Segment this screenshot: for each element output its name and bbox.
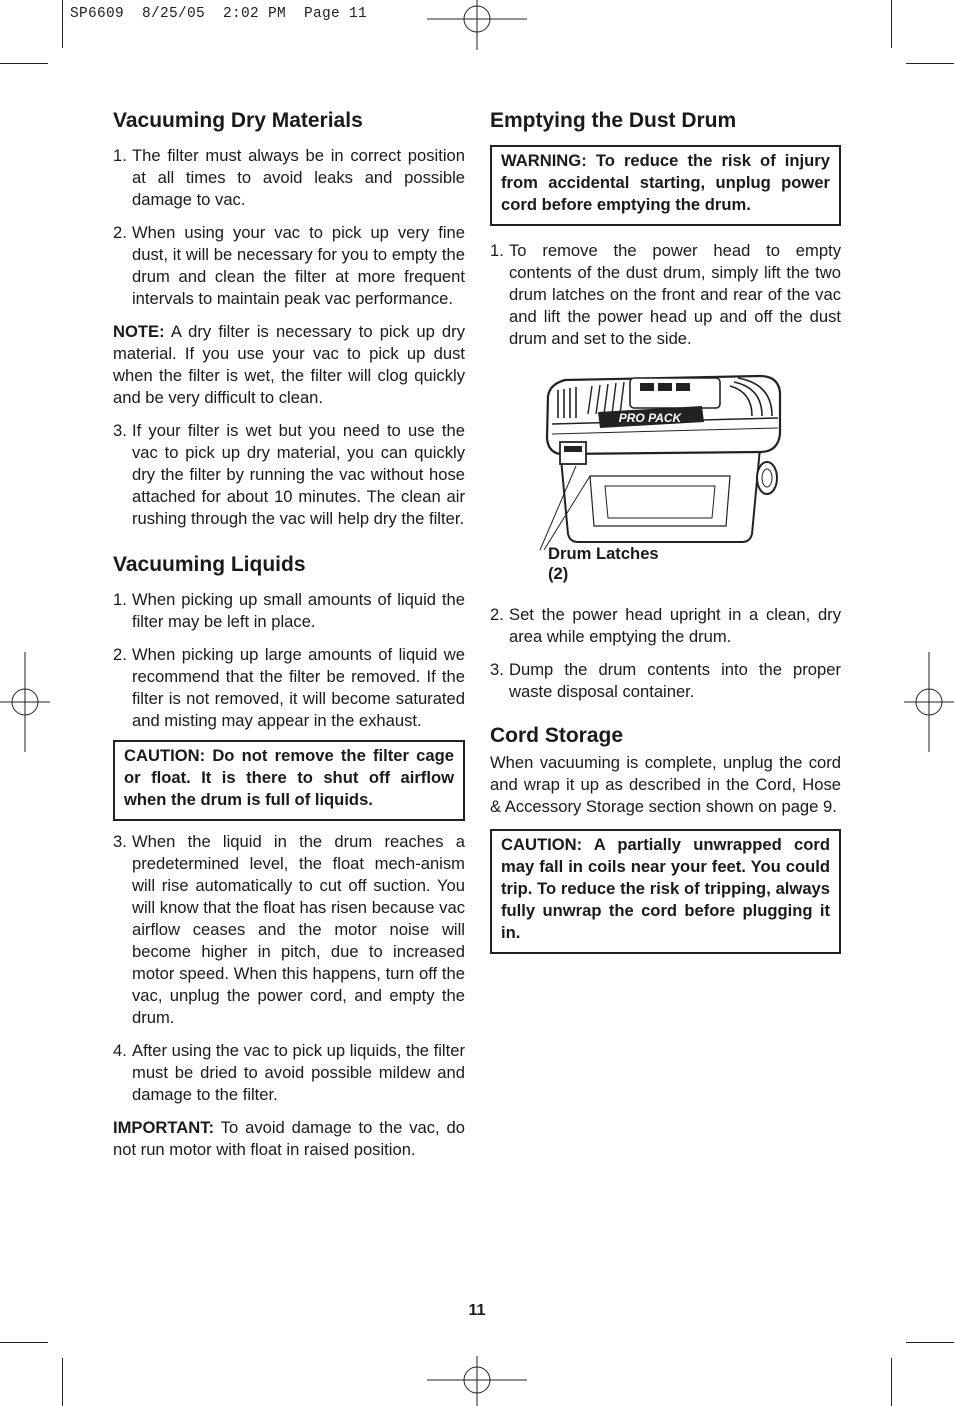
dry-materials-section (113, 108, 465, 530)
left-column (113, 108, 465, 1172)
crop-mark (891, 0, 892, 48)
list-item (113, 1040, 465, 1106)
right-column (490, 108, 841, 968)
list-item (113, 831, 465, 1029)
crop-mark (906, 1342, 954, 1343)
list-item (490, 659, 841, 703)
item-number: 2. (113, 223, 127, 243)
section-heading: Vacuuming Liquids (113, 553, 306, 577)
item-text: If your filter is wet but you need to use the vac to pick up dry material, you can quickly dry the filter by running the vac without hose attached for about 10 minutes. The clean air rushing through the vac will help dry the filter. (132, 421, 465, 529)
item-number: 1. (113, 590, 127, 610)
item-number: 1. (490, 241, 504, 261)
emptying-steps-list-cont (490, 604, 841, 703)
list-item (113, 420, 465, 530)
note-label: NOTE: (113, 322, 165, 342)
registration-mark-icon (0, 652, 50, 752)
item-number: 1. (113, 146, 127, 166)
item-number: 2. (113, 645, 127, 665)
item-text: After using the vac to pick up liquids, the filter must be dried to avoid possible mildew and damage to the filter. (132, 1041, 465, 1105)
note-text: A dry filter is necessary to pick up dry material. If you use your vac to pick up dust when the filter is wet, the filter will clog quickly and be very difficult to clean. (113, 322, 465, 408)
label-line: (2) (548, 564, 569, 584)
section-heading: Emptying the Dust Drum (490, 109, 737, 132)
crop-mark (0, 63, 48, 64)
item-text: When the liquid in the drum reaches a predetermined level, the float mech-anism will rise automatically to cut off suction. You will know that the float has risen because vac airflow ceases and the motor noise will become higher in pitch, due to increased motor speed. When this happens, turn off the vac, unplug the power cord, and empty the drum. (132, 832, 465, 1028)
section-heading: Cord Storage (490, 724, 624, 748)
liquids-steps-list (113, 589, 465, 732)
crop-mark (62, 1358, 63, 1406)
list-item (113, 589, 465, 633)
cord-paragraph: When vacuuming is complete, unplug the cord and wrap it up as described in the Cord, Hose & Accessory Storage section shown on page 9. (490, 753, 841, 817)
print-slug: SP6609 8/25/05 2:02 PM Page 11 (70, 6, 368, 22)
brand-logo-text: PRO PACK (618, 411, 682, 426)
drum-latches-label (548, 544, 659, 584)
list-item (113, 145, 465, 211)
page-number: 11 (468, 1302, 486, 1319)
label-line: Drum Latches (548, 544, 659, 564)
important-text: To avoid damage to the vac, do not run motor with float in raised position. (113, 1118, 465, 1160)
dry-steps-list (113, 145, 465, 310)
section-heading: Vacuuming Dry Materials (113, 109, 363, 132)
cord-storage-section (490, 723, 841, 954)
dry-steps-list-cont (113, 420, 465, 530)
item-text: The filter must always be in correct position at all times to avoid leaks and possible damage to vac. (132, 146, 465, 210)
item-text: To remove the power head to empty contents of the dust drum, simply lift the two drum latches on the front and rear of the vac and lift the power head up and off the dust drum and set to the side. (509, 241, 841, 349)
caution-box: CAUTION: A partially unwrapped cord may fall in coils near your feet. You could trip. To reduce the risk of tripping, always fully unwrap the cord before plugging it in. (490, 829, 841, 954)
list-item (490, 240, 841, 350)
important-paragraph (113, 1117, 465, 1161)
caution-box: CAUTION: Do not remove the filter cage or float. It is there to shut off airflow when the drum is full of liquids. (113, 740, 465, 821)
liquids-steps-list-cont (113, 831, 465, 1106)
crop-mark (62, 0, 63, 48)
emptying-section (490, 108, 841, 703)
item-text: When picking up small amounts of liquid the filter may be left in place. (132, 590, 465, 632)
item-number: 4. (113, 1041, 127, 1061)
warning-box: WARNING: To reduce the risk of injury from accidental starting, unplug power cord before emptying the drum. (490, 145, 841, 226)
item-number: 2. (490, 605, 504, 625)
liquids-section (113, 552, 465, 1161)
registration-mark-icon (904, 652, 954, 752)
list-item (490, 604, 841, 648)
item-text: Dump the drum contents into the proper waste disposal container. (509, 660, 841, 702)
item-number: 3. (490, 660, 504, 680)
crop-mark (906, 63, 954, 64)
vac-figure (490, 356, 841, 596)
important-label: IMPORTANT: (113, 1118, 215, 1138)
item-text: Set the power head upright in a clean, dry area while emptying the drum. (509, 605, 841, 647)
emptying-steps-list (490, 240, 841, 350)
item-number: 3. (113, 832, 127, 852)
item-text: When using your vac to pick up very fine dust, it will be necessary for you to empty the drum and clean the filter at more frequent intervals to maintain peak vac performance. (132, 223, 465, 309)
item-number: 3. (113, 421, 127, 441)
list-item (113, 222, 465, 310)
registration-mark-icon (427, 0, 527, 50)
crop-mark (0, 1342, 48, 1343)
note-paragraph (113, 321, 465, 409)
list-item (113, 644, 465, 732)
shop-vac-illustration (490, 356, 841, 556)
registration-mark-icon (427, 1356, 527, 1406)
crop-mark (891, 1358, 892, 1406)
item-text: When picking up large amounts of liquid we recommend that the filter be removed. If the filter is not removed, it will become saturated and misting may appear in the exhaust. (132, 645, 465, 731)
